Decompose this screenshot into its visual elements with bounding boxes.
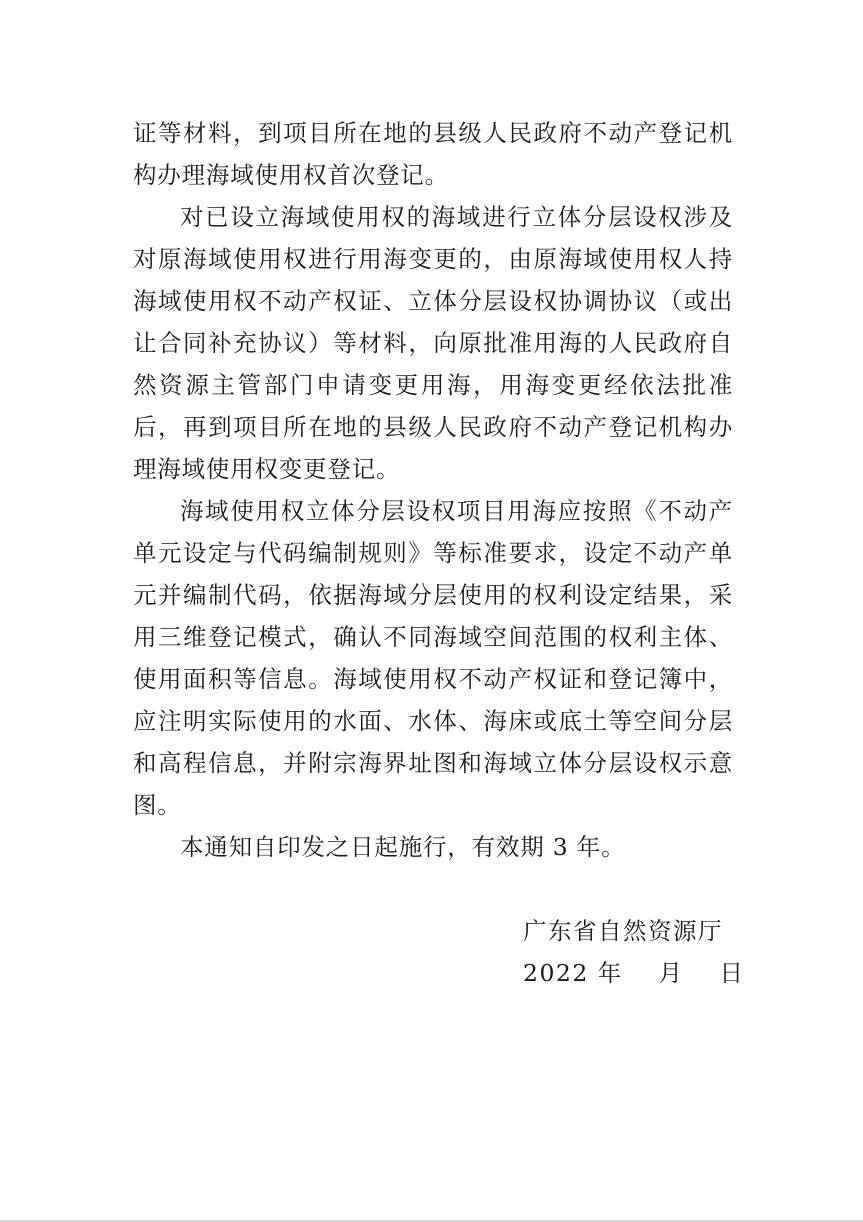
paragraph-effective-date: 本通知自印发之日起施行，有效期 3 年。 (180, 833, 626, 861)
paragraph-sea-use-change: 对已设立海域使用权的海域进行立体分层设权涉及对原海域使用权进行用海变更的，由原海域使用权人持海域使用权不动产权证、立体分层设权协调协议（或出让合同补充协议）等材料，向原批准用海的人民政府自然资源主管部门申请变更用海，用海变更经依法批准后，再到项目所在地的县级人民政府不动产登记机构办理海域使用权变更登记。 (133, 203, 733, 483)
paragraph-registration-requirements: 海域使用权立体分层设权项目用海应按照《不动产单元设定与代码编制规则》等标准要求，设定不动产单元并编制代码，依据海域分层使用的权利设定结果，采用三维登记模式，确认不同海域空间范围的权利主体、使用面积等信息。海域使用权不动产权证和登记簿中，应注明实际使用的水面、水体、海床或底土等空间分层和高程信息，并附宗海界址图和海域立体分层设权示意图。 (133, 497, 733, 819)
issuing-organization: 广东省自然资源厅 (523, 917, 723, 945)
document-body (133, 112, 733, 868)
paragraph-continuation: 证等材料，到项目所在地的县级人民政府不动产登记机构办理海域使用权首次登记。 (133, 119, 733, 189)
signature-block (523, 910, 743, 994)
issue-date: 2022 年 月 日 (523, 959, 745, 987)
